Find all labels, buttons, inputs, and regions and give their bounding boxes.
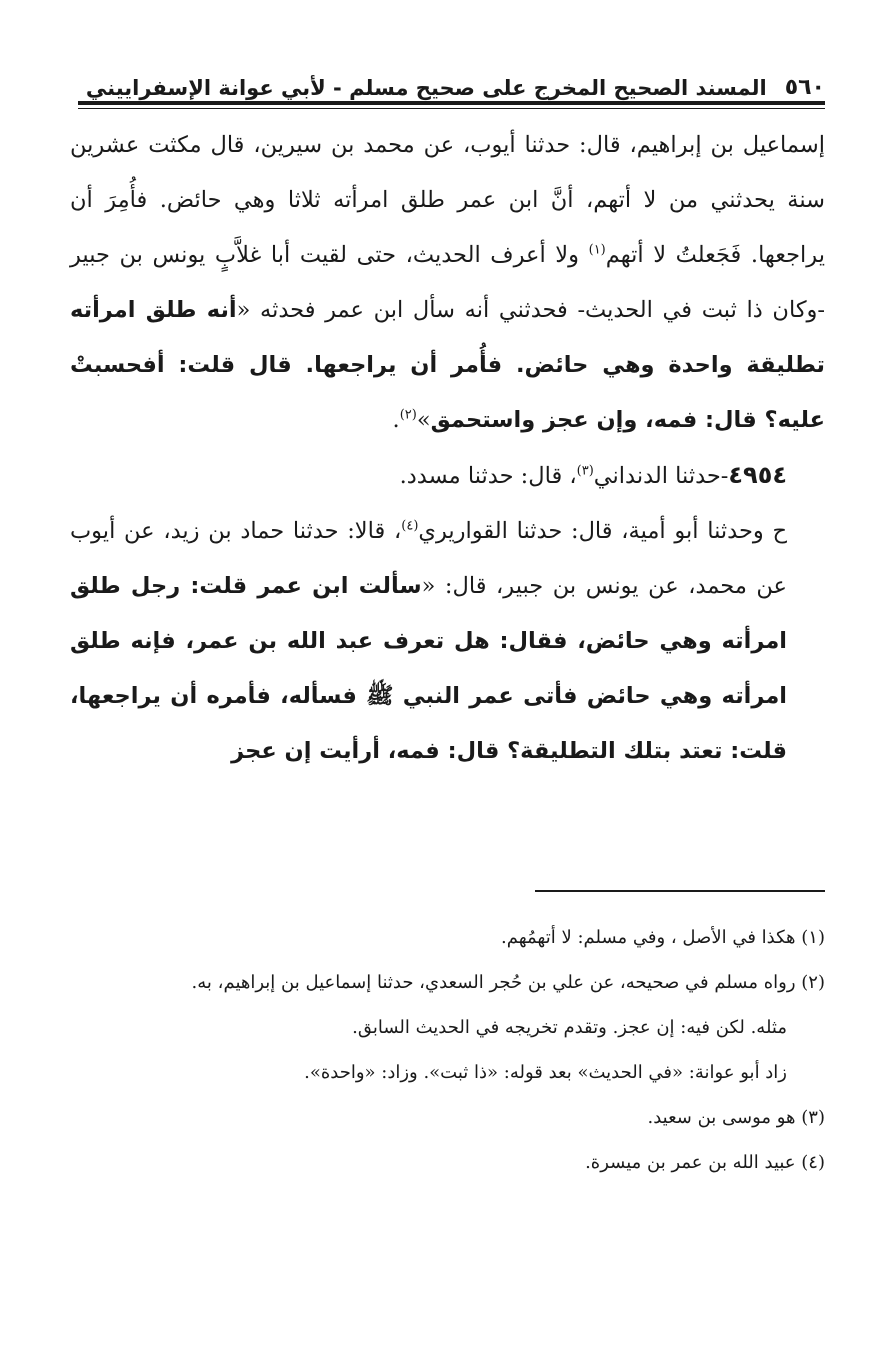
footnote-ref-4: (٤) (401, 518, 419, 534)
paragraph-3 (70, 504, 825, 779)
text-run: . (392, 407, 400, 433)
footnote-3: (٣) هو موسى بن سعيد. (647, 1107, 825, 1128)
bold-quote: سألت ابن عمر قلت: رجل طلق امرأته وهي حائض، فقال: هل تعرف عبد الله بن عمر، فإنه طلق امرأته وهي حائض فأتى عمر النبي ﷺ فسأله، فأمره أن يراجعها، قلت: تعتد بتلك التطليقة؟ قال: فمه، أرأيت إن عجز (70, 573, 787, 764)
footnote-1: (١) هكذا في الأصل ، وفي مسلم: لا أتهمُهم. (501, 927, 825, 948)
header-rule-thin (78, 108, 825, 109)
text-run: » (416, 407, 431, 433)
hadith-number: ٤٩٥٤ (728, 461, 787, 489)
footnote-2: (٢) رواه مسلم في صحيحه، عن علي بن حُجر السعدي، حدثنا إسماعيل بن إبراهيم، به. (191, 972, 825, 993)
page-number: ٥٦٠ (784, 75, 825, 100)
paragraph-1 (70, 118, 825, 448)
footnote-separator (535, 890, 825, 892)
running-header (78, 58, 825, 100)
footnote-2-line-2: مثله. لكن فيه: إن عجز. وتقدم تخريجه في الحديث السابق. (352, 1017, 787, 1038)
text-run: ح وحدثنا أبو أمية، قال: حدثنا القواريري (418, 518, 787, 544)
text-run: ، قال: حدثنا مسدد. (399, 463, 577, 489)
footnotes (70, 915, 825, 1185)
header-rule (78, 101, 825, 105)
footnote-ref-3: (٣) (576, 463, 594, 479)
running-title: المسند الصحيح المخرج على صحيح مسلم - لأبي عوانة الإسفراييني (85, 76, 767, 100)
text-run: ولا أعرف الحديث، حتى لقيت أبا غلاَّبٍ يونس بن جبير -وكان ذا ثبت في الحديث- فحدثني أنه سأل ابن عمر فحدثه « (70, 242, 825, 323)
paragraph-2 (70, 448, 825, 504)
footnote-ref-2: (٢) (399, 407, 417, 423)
bold-quote: أنه طلق امرأته تطليقة واحدة وهي حائض. فأُمر أن يراجعها. قال قلت: أفحسبتْ عليه؟ قال: فمه، وإن عجز واستحمق (70, 297, 825, 433)
text-run: ، قالا: حدثنا حماد بن زيد، عن أيوب عن محمد، عن يونس بن جبير، قال: « (70, 518, 787, 599)
footnote-ref-1: (١) (588, 242, 606, 258)
footnote-2-line-3: زاد أبو عوانة: «في الحديث» بعد قوله: «ذا ثبت». وزاد: «واحدة». (304, 1062, 787, 1083)
text-run: -حدثنا الدنداني (593, 463, 729, 489)
text-run: إسماعيل بن إبراهيم، قال: حدثنا أيوب، عن محمد بن سيرين، قال مكثت عشرين سنة يحدثني من لا أتهم، أنَّ ابن عمر طلق امرأته ثلاثا وهي حائض. فأُمِرَ أن يراجعها. فَجَعلتُ لا أتهم (70, 132, 825, 268)
main-text (70, 118, 825, 779)
footnote-4: (٤) عبيد الله بن عمر بن ميسرة. (585, 1152, 825, 1173)
